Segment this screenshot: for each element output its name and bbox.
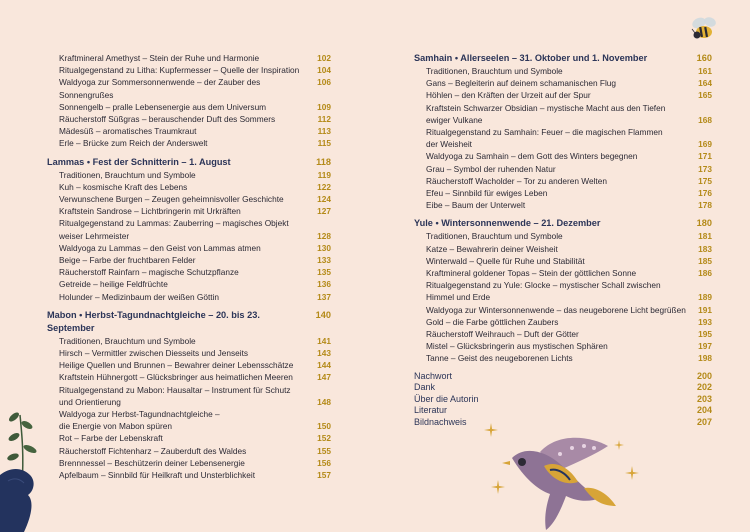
toc-page-number: 197 <box>698 341 712 352</box>
toc-entry-title: Waldyoga zur Wintersonnenwende – das neugeborene Licht begrüßen <box>426 304 686 315</box>
toc-entry-title: Winterwald – Quelle für Ruhe und Stabilität <box>426 255 585 266</box>
toc-page-number: 102 <box>317 53 331 63</box>
toc-backmatter-entry[interactable] <box>414 382 712 394</box>
toc-entry[interactable] <box>47 76 331 100</box>
toc-entry[interactable] <box>47 101 331 113</box>
toc-entry-title: Apfelbaum – Sinnbild für Heilkraft und Unsterblichkeit <box>59 470 255 481</box>
toc-entry[interactable] <box>47 242 331 254</box>
sparkle-star-icon <box>491 480 505 494</box>
toc-entry-title: Räucherstoff Süßgras – berauschender Duft des Sommers <box>59 114 276 125</box>
toc-page-number: 175 <box>698 175 712 186</box>
toc-entry[interactable] <box>414 126 712 138</box>
hand-with-branch-icon <box>0 405 44 532</box>
toc-page-number: 122 <box>317 181 331 192</box>
toc-entry[interactable] <box>47 335 331 347</box>
toc-page-number: 202 <box>696 382 712 393</box>
toc-page-number: 150 <box>317 421 331 432</box>
toc-entry[interactable] <box>414 279 712 291</box>
toc-entry[interactable] <box>47 169 331 181</box>
toc-entry[interactable] <box>414 316 712 328</box>
toc-entry-title: Über die Autorin <box>414 393 479 404</box>
toc-entry-title: Mistel – Glücksbringerin aus mystischen Sphären <box>426 341 608 352</box>
toc-page-number: 113 <box>317 126 331 137</box>
toc-page-number: 171 <box>698 151 712 162</box>
toc-entry[interactable] <box>47 420 331 432</box>
toc-entry-title: Traditionen, Brauchtum und Symbole <box>426 66 563 76</box>
toc-page-number: 157 <box>317 470 331 481</box>
toc-entry[interactable] <box>414 291 712 303</box>
toc-entry[interactable] <box>47 291 331 303</box>
toc-entry-title: Katze – Bewahrerin deiner Weisheit <box>426 243 558 254</box>
toc-entry[interactable] <box>414 138 712 150</box>
toc-page-number: 173 <box>698 163 712 174</box>
toc-entry-title: Mabon • Herbst-Tagundnachtgleiche – 20. bis 23. September <box>47 309 260 333</box>
toc-section-heading[interactable] <box>47 309 331 335</box>
toc-backmatter-entry[interactable] <box>414 394 712 406</box>
toc-section-heading[interactable] <box>414 52 712 65</box>
sparkle-star-icon <box>614 440 624 450</box>
toc-entry[interactable] <box>47 64 331 76</box>
toc-page-number: 193 <box>698 316 712 327</box>
toc-entry-title: Kraftstein Schwarzer Obsidian – mystische Macht aus den Tiefen <box>426 102 666 113</box>
sparkle-star-icon <box>484 423 498 437</box>
toc-entry[interactable] <box>47 359 331 371</box>
toc-page-number: 204 <box>696 405 712 416</box>
toc-entry[interactable] <box>414 114 712 126</box>
toc-entry-title: Lammas • Fest der Schnitterin – 1. August <box>47 156 231 167</box>
toc-entry[interactable] <box>47 193 331 205</box>
toc-left-column <box>47 52 331 481</box>
toc-entry-title: Sonnengelb – pralle Lebensenergie aus dem Universum <box>59 101 267 112</box>
toc-entry-title: Ritualgegenstand zu Litha: Kupfermesser – Quelle der Inspiration <box>59 65 300 76</box>
toc-page-number: 148 <box>317 396 331 407</box>
toc-entry-title: Kraftstein Sandrose – Lichtbringerin mit Urkräften <box>59 206 241 217</box>
toc-entry-title: Traditionen, Brauchtum und Symbole <box>59 335 196 346</box>
toc-entry-title: Verwunschene Burgen – Zeugen geheimnisvoller Geschichte <box>59 194 284 205</box>
toc-backmatter-entry[interactable] <box>414 417 712 429</box>
toc-page-number: 191 <box>698 304 712 315</box>
toc-page-number: 183 <box>698 243 712 254</box>
toc-entry[interactable] <box>47 432 331 444</box>
toc-page-number: 128 <box>317 230 331 241</box>
toc-entry-title: Räucherstoff Rainfarn – magische Schutzpflanze <box>59 267 239 278</box>
toc-entry-title: Brennnessel – Beschützerin deiner Lebensenergie <box>59 457 245 468</box>
toc-entry-title: Höhlen – den Kräften der Urzeit auf der Spur <box>426 90 591 101</box>
toc-entry-title: Ritualgegenstand zu Samhain: Feuer – die magischen Flammen <box>426 127 663 138</box>
toc-page-number: 141 <box>317 335 331 346</box>
toc-entry[interactable] <box>414 267 712 279</box>
toc-page-number: 136 <box>317 279 331 290</box>
toc-entry[interactable] <box>414 328 712 340</box>
toc-entry-title: Waldyoga zu Lammas – den Geist von Lammas atmen <box>59 242 261 253</box>
toc-entry-title: Literatur <box>414 405 448 416</box>
toc-page-number: 178 <box>698 200 712 211</box>
toc-page-number: 181 <box>698 231 712 242</box>
toc-page-number: 140 <box>315 309 331 320</box>
toc-entry[interactable] <box>414 304 712 316</box>
toc-page-number: 137 <box>317 291 331 302</box>
toc-entry-title: Ritualgegenstand zu Mabon: Hausaltar – Instrument für Schutz <box>59 384 291 395</box>
toc-entry[interactable] <box>47 52 331 64</box>
toc-entry-title: der Weisheit <box>426 139 472 150</box>
toc-page-number: 152 <box>317 433 331 444</box>
bee-icon <box>688 14 722 44</box>
toc-page-number: 106 <box>317 77 331 88</box>
toc-entry[interactable] <box>47 469 331 481</box>
toc-entry-title: Heilige Quellen und Brunnen – Bewahrer deiner Lebensschätze <box>59 360 294 371</box>
toc-page-number: 195 <box>698 329 712 340</box>
toc-page-number: 119 <box>317 169 331 180</box>
toc-entry[interactable] <box>47 217 331 229</box>
toc-page-number: 124 <box>317 194 331 205</box>
toc-entry[interactable] <box>47 125 331 137</box>
toc-entry-title: Himmel und Erde <box>426 292 491 303</box>
toc-entry-title: Kraftstein Hühnergott – Glücksbringer aus heimatlichen Meeren <box>59 372 293 383</box>
toc-entry-title: Nachwort <box>414 370 453 381</box>
toc-entry[interactable] <box>47 371 331 383</box>
toc-right-column <box>414 52 712 428</box>
toc-entry[interactable] <box>47 396 331 408</box>
toc-entry-title: Eibe – Baum der Unterwelt <box>426 200 526 211</box>
toc-entry[interactable] <box>414 65 712 77</box>
toc-entry[interactable] <box>47 347 331 359</box>
toc-entry[interactable] <box>414 175 712 187</box>
toc-page-number: 161 <box>698 66 712 76</box>
toc-entry-title: Kraftmineral Amethyst – Stein der Ruhe und Harmonie <box>59 53 260 63</box>
toc-entry[interactable] <box>47 230 331 242</box>
toc-entry[interactable] <box>47 384 331 396</box>
toc-entry-title: Kraftmineral goldener Topas – Stein der göttlichen Sonne <box>426 268 637 279</box>
toc-entry[interactable] <box>47 278 331 290</box>
toc-entry-title: Räucherstoff Wacholder – Tor zu anderen Welten <box>426 175 607 186</box>
toc-entry-title: Waldyoga zur Sommersonnenwende – der Zauber des Sonnengrußes <box>59 77 261 100</box>
toc-entry-title: die Energie von Mabon spüren <box>59 421 173 432</box>
toc-entry[interactable] <box>414 230 712 242</box>
toc-entry-title: Holunder – Medizinbaum der weißen Göttin <box>59 291 220 302</box>
toc-backmatter-entry[interactable] <box>414 371 712 383</box>
toc-entry-title: Traditionen, Brauchtum und Symbole <box>426 231 563 242</box>
toc-section-heading[interactable] <box>47 156 331 169</box>
toc-page-number: 109 <box>317 101 331 112</box>
toc-entry-title: Ritualgegenstand zu Yule: Glocke – mystischer Schall zwischen <box>426 280 661 291</box>
toc-entry-title: Tanne – Geist des neugeborenen Lichts <box>426 353 573 364</box>
toc-entry[interactable] <box>414 352 712 364</box>
toc-entry-title: Rot – Farbe der Lebenskraft <box>59 433 163 444</box>
toc-entry[interactable] <box>47 457 331 469</box>
toc-entry[interactable] <box>414 163 712 175</box>
toc-page-number: 186 <box>698 268 712 279</box>
toc-entry[interactable] <box>414 199 712 211</box>
toc-page-number: 198 <box>698 353 712 364</box>
toc-entry-title: Grau – Symbol der ruhenden Natur <box>426 163 556 174</box>
toc-entry[interactable] <box>414 255 712 267</box>
toc-entry-title: Hirsch – Vermittler zwischen Diesseits und Jenseits <box>59 348 249 359</box>
toc-page-number: 127 <box>317 206 331 217</box>
toc-page-number: 168 <box>698 114 712 125</box>
toc-entry[interactable] <box>414 102 712 114</box>
toc-page-number: 176 <box>698 188 712 199</box>
toc-entry-title: Dank <box>414 382 436 393</box>
toc-entry-title: Mädesüß – aromatisches Traumkraut <box>59 126 197 137</box>
toc-entry-title: Efeu – Sinnbild für ewiges Leben <box>426 188 548 199</box>
toc-section-heading[interactable] <box>414 217 712 230</box>
toc-page-number: 143 <box>317 348 331 359</box>
toc-entry-title: Samhain • Allerseelen – 31. Oktober und 1. November <box>414 53 648 63</box>
toc-entry[interactable] <box>47 113 331 125</box>
toc-page-number: 155 <box>317 445 331 456</box>
toc-page-number: 180 <box>696 218 712 229</box>
toc-page-number: 115 <box>317 138 331 149</box>
toc-page-number: 104 <box>317 65 331 76</box>
toc-entry[interactable] <box>414 150 712 162</box>
toc-page-number: 207 <box>696 416 712 427</box>
toc-page-number: 164 <box>698 78 712 89</box>
toc-page-number: 156 <box>317 457 331 468</box>
toc-page-number: 130 <box>317 242 331 253</box>
toc-entry-title: Gold – die Farbe göttlichen Zaubers <box>426 316 559 327</box>
toc-page-number: 133 <box>317 255 331 266</box>
toc-entry-title: Gans – Begleiterin auf deinem schamanischen Flug <box>426 78 617 89</box>
toc-entry[interactable] <box>47 137 331 149</box>
toc-entry-title: und Orientierung <box>59 396 121 407</box>
toc-entry-title: Waldyoga zur Herbst-Tagundnachtgleiche – <box>59 409 220 420</box>
toc-entry[interactable] <box>47 408 331 420</box>
toc-page-number: 185 <box>698 255 712 266</box>
toc-page-number: 169 <box>698 139 712 150</box>
toc-entry[interactable] <box>414 187 712 199</box>
toc-entry[interactable] <box>47 181 331 193</box>
toc-entry[interactable] <box>414 243 712 255</box>
toc-page-number: 200 <box>696 370 712 381</box>
toc-entry-title: Waldyoga zu Samhain – dem Gott des Winters begegnen <box>426 151 638 162</box>
toc-entry-title: ewiger Vulkane <box>426 114 483 125</box>
toc-page-number: 118 <box>316 156 331 167</box>
toc-page-number: 203 <box>696 393 712 404</box>
toc-entry[interactable] <box>414 89 712 101</box>
toc-entry[interactable] <box>47 445 331 457</box>
toc-entry[interactable] <box>47 205 331 217</box>
toc-page-number: 165 <box>698 90 712 101</box>
toc-entry-title: Bildnachweis <box>414 416 467 427</box>
toc-backmatter-entry[interactable] <box>414 405 712 417</box>
toc-entry[interactable] <box>47 266 331 278</box>
toc-page-number: 144 <box>317 360 331 371</box>
sparkle-star-icon <box>625 466 639 480</box>
toc-entry-title: Traditionen, Brauchtum und Symbole <box>59 169 196 180</box>
toc-page-number: 160 <box>696 53 712 63</box>
toc-entry-title: Getreide – heilige Feldfrüchte <box>59 279 168 290</box>
toc-entry-title: Erle – Brücke zum Reich der Anderswelt <box>59 138 208 149</box>
bird-icon <box>500 432 620 532</box>
toc-entry-title: Yule • Wintersonnenwende – 21. Dezember <box>414 218 601 229</box>
toc-entry-title: weiser Lehrmeister <box>59 230 130 241</box>
toc-entry[interactable] <box>414 77 712 89</box>
toc-page-number: 112 <box>317 114 331 125</box>
toc-page-number: 135 <box>317 267 331 278</box>
toc-entry-title: Räucherstoff Weihrauch – Duft der Götter <box>426 329 579 340</box>
toc-entry[interactable] <box>47 254 331 266</box>
toc-page-number: 147 <box>317 372 331 383</box>
toc-entry-title: Kuh – kosmische Kraft des Lebens <box>59 181 188 192</box>
toc-entry[interactable] <box>414 340 712 352</box>
toc-entry-title: Ritualgegenstand zu Lammas: Zauberring – magisches Objekt <box>59 218 289 229</box>
toc-entry-title: Räucherstoff Fichtenharz – Zauberduft des Waldes <box>59 445 247 456</box>
toc-page-number: 189 <box>698 292 712 303</box>
toc-entry-title: Beige – Farbe der fruchtbaren Felder <box>59 255 196 266</box>
